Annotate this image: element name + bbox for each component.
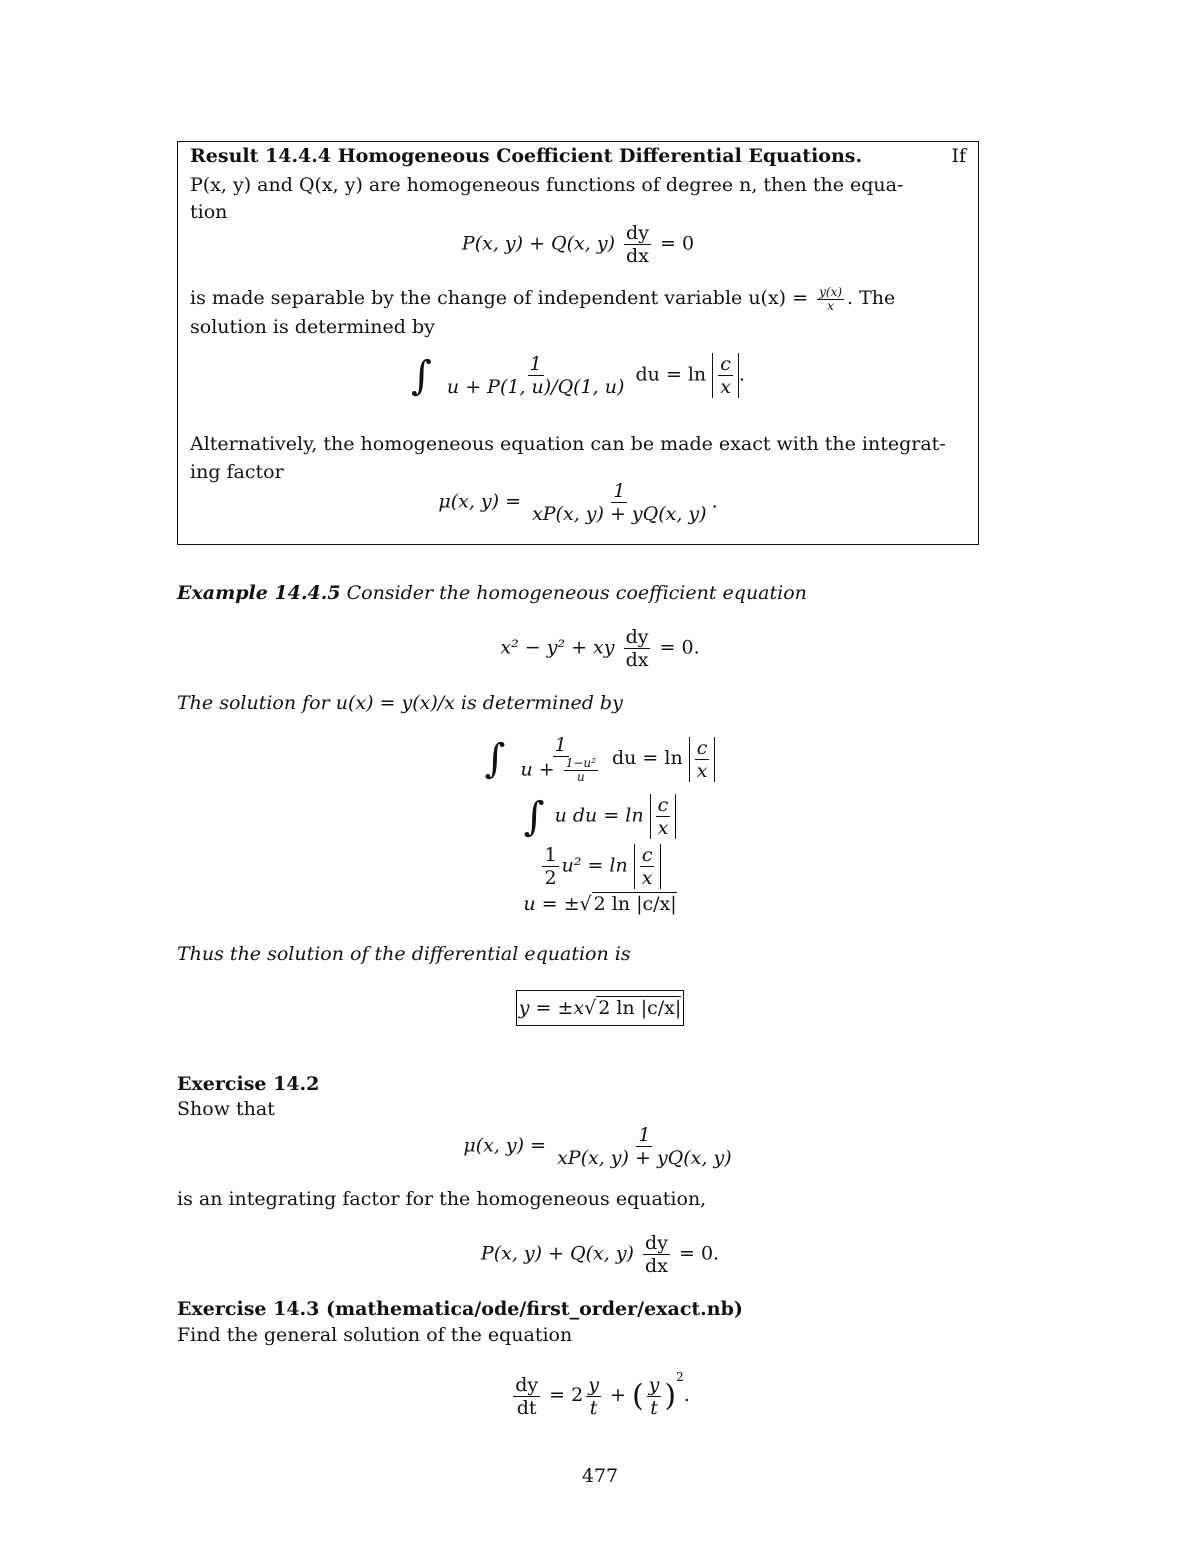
y-over-t [586, 1374, 601, 1419]
fraction-den: dx [645, 1255, 668, 1277]
exercise2-equation-1 [0, 1124, 1200, 1169]
den-text: u + [520, 758, 555, 781]
result-line5: solution is determined by [190, 316, 435, 338]
nested-fraction [564, 757, 598, 784]
inline-fraction [817, 286, 844, 313]
fraction-den: dx [626, 245, 649, 267]
result-equation-1 [0, 222, 1178, 267]
eq-text: = 0. [659, 636, 700, 659]
fraction-num: 1 [638, 1124, 651, 1146]
result-equation-2: ∫ $\frac{1}{u + P(1, u)/Q(1, u)}$ du = ln $\frac{c}{x}$ . [411, 352, 745, 399]
eq-text: μ(x, y) = [438, 490, 522, 513]
eq-text: du = ln [611, 747, 683, 769]
fraction-den: u + P(1, u)/Q(1, u) [446, 376, 625, 398]
exercise2-line2: is an integrating factor for the homogeneous equation, [177, 1188, 707, 1210]
result-line1-tail: If [951, 145, 966, 167]
result-line2: P(x, y) and Q(x, y) are homogeneous functions of degree n, then the equa- [190, 174, 904, 196]
integral-sign: ∫ [411, 352, 432, 399]
fraction-num: 1−u² [565, 756, 596, 770]
fraction-den: dt [516, 1396, 537, 1419]
derivative-fraction [624, 626, 651, 671]
solution-step-2 [0, 794, 1200, 839]
fraction-num: 1 [613, 480, 626, 502]
fraction-den: xP(x, y) + yQ(x, y) [532, 503, 707, 525]
eq-text: + [609, 1384, 626, 1406]
fraction-den: x [696, 759, 708, 782]
exercise3-line1: Find the general solution of the equation [177, 1324, 573, 1346]
absolute-value [712, 353, 739, 398]
fraction-num: dy [625, 626, 649, 648]
exercise3-equation [0, 1370, 1200, 1419]
c-over-x [656, 794, 671, 839]
eq-text: μ(x, y) = [463, 1134, 547, 1157]
solution-step-4: u = ±√ 2 ln |c/x| [523, 893, 677, 915]
fraction-den: xP(x, y) + yQ(x, y) [557, 1147, 732, 1169]
eq-text: u² = ln [561, 854, 628, 877]
result-line3: tion [190, 201, 228, 223]
integral-sign: ∫ [484, 736, 506, 782]
radicand: 2 ln |c/x| [598, 997, 682, 1019]
eq-text: P(x, y) + Q(x, y) [461, 232, 615, 255]
exponent: 2 [676, 1370, 684, 1384]
fraction-den [518, 757, 602, 784]
example-line1 [177, 579, 807, 607]
fraction-num: c [696, 736, 708, 759]
c-over-x [695, 737, 710, 782]
result-line6: Alternatively, the homogeneous equation can be made exact with the integrat- [190, 433, 946, 455]
radicand: 2 ln |c/x| [593, 893, 677, 915]
fraction-den: x [720, 376, 731, 398]
fraction-den: x [657, 817, 669, 839]
fraction-num: dy [515, 1373, 539, 1396]
eq-text: y = ±x [518, 997, 585, 1019]
fraction-den: t [589, 1396, 598, 1419]
line-text: . The [847, 287, 896, 309]
fraction-num: c [657, 794, 669, 816]
eq-text: = 2 [549, 1384, 584, 1406]
result-equation-3: μ(x, y) = $\frac{1}{xP(x, y) + yQ(x, y)}$ . [438, 480, 718, 525]
fraction-num: c [641, 844, 653, 866]
eq-text: x² − y² + xy [500, 636, 615, 659]
fraction-num: y [648, 1373, 660, 1396]
fraction-den: dx [625, 649, 649, 671]
fraction-den: u [576, 770, 585, 784]
exercise2-label: Exercise 14.2 [177, 1073, 320, 1095]
absolute-value [689, 737, 716, 782]
eq-text: du = ln [635, 363, 707, 386]
absolute-value [650, 794, 677, 839]
c-over-x [718, 353, 733, 398]
example-line3: Thus the solution of the differential equation is [177, 943, 631, 965]
derivative-fraction [513, 1374, 540, 1419]
integral-sign: ∫ [523, 793, 545, 840]
fraction-num: 1 [544, 844, 557, 866]
integrand-fraction [445, 353, 626, 398]
fraction-num: dy [626, 222, 649, 244]
solution-step-3 [0, 844, 1200, 889]
derivative-fraction [643, 1232, 670, 1277]
fraction-num: 1 [554, 734, 567, 756]
left-paren: ( [631, 1378, 644, 1414]
exercise2-line1: Show that [177, 1098, 275, 1120]
result-heading-line [190, 142, 966, 170]
result-line4 [190, 284, 895, 313]
eq-text: . [683, 1384, 690, 1406]
eq-text: = 0 [660, 232, 695, 255]
example-text: Consider the homogeneous coefficient equation [346, 582, 807, 604]
eq-text: P(x, y) + Q(x, y) [480, 1242, 634, 1265]
fraction-den: t [650, 1396, 658, 1419]
integrating-factor-fraction [530, 480, 709, 525]
fraction-num: c [720, 353, 731, 375]
result-line7: ing factor [190, 461, 284, 483]
right-paren: ) [664, 1378, 677, 1414]
fraction-num: 1 [529, 353, 542, 375]
eq-text: u du = ln [554, 804, 644, 827]
page-number: 477 [581, 1465, 619, 1487]
example-label: Example 14.4.5 [177, 582, 341, 604]
fraction-num: dy [645, 1232, 668, 1254]
eq-text: = 0. [678, 1242, 720, 1265]
fraction-den: x [827, 298, 834, 313]
boxed-answer: y = ±x√ 2 ln |c/x| [516, 990, 684, 1026]
line-text: is made separable by the change of independent variable u(x) = [190, 287, 809, 309]
derivative-fraction [624, 222, 651, 267]
fraction-den: x [641, 867, 653, 889]
eq-text: u = ± [523, 893, 580, 915]
absolute-value [634, 844, 661, 889]
exercise2-equation-2 [0, 1232, 1200, 1277]
exercise3-label: Exercise 14.3 (mathematica/ode/first_order/exact.nb) [177, 1298, 743, 1320]
integrating-factor-fraction [555, 1124, 734, 1169]
result-heading: Result 14.4.4 Homogeneous Coefficient Differential Equations. [190, 145, 863, 167]
c-over-x [640, 844, 655, 889]
y-over-t [647, 1374, 662, 1419]
example-line2: The solution for u(x) = y(x)/x is determined by [177, 692, 623, 714]
half-fraction [542, 844, 558, 889]
fraction-den: 2 [544, 867, 557, 889]
example-equation [0, 626, 1200, 671]
integrand-fraction [518, 734, 602, 784]
fraction-num: y [588, 1373, 599, 1396]
fraction-num: y(x) [819, 284, 843, 299]
solution-step-1 [0, 734, 1200, 784]
